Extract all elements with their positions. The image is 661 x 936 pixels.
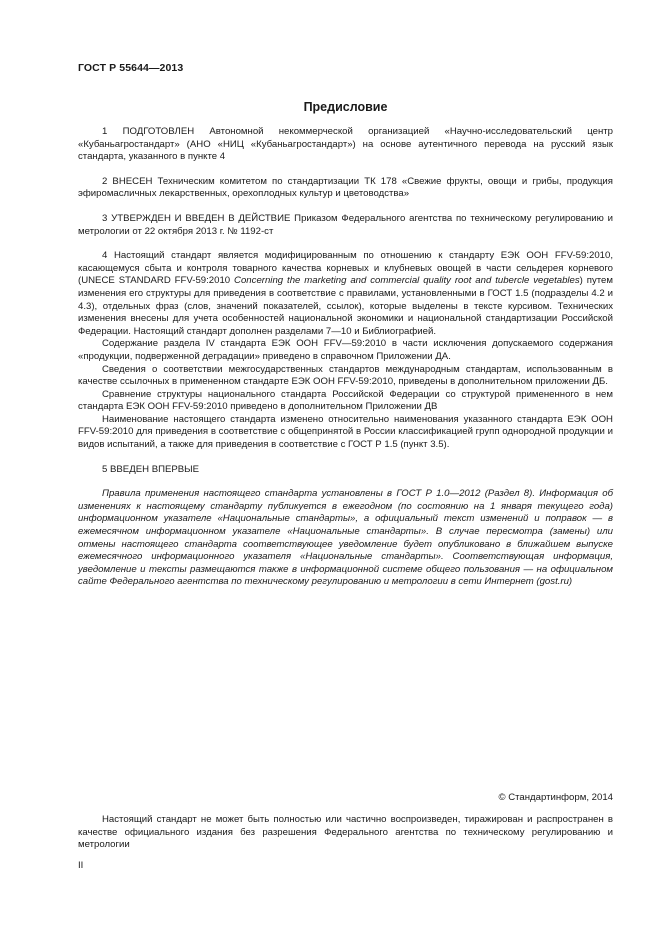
page-number: II [78, 860, 84, 871]
paragraph-2: 2 ВНЕСЕН Техническим комитетом по стандартизации ТК 178 «Свежие фрукты, овощи и грибы, продукция эфиромасличных лекарственных, орехоплодных культур и цветоводства» [78, 175, 613, 200]
page-title: Предисловие [303, 100, 388, 114]
paragraph-4-text-a: 4 Настоящий стандарт является модифицированным по отношению к стандарту ЕЭК ООН FFV-59:2010, касающемуся сбыта и контроля товарного качества корневых и клубневых овощей в части сельдерея корневого (UNECE STANDARD FFV-59:2010 [78, 250, 613, 287]
paragraph-4 [78, 250, 613, 338]
paragraph-4-text-b: ) путем изменения его структуры для приведения в соответствие с правилами, установленными в ГОСТ 1.5 (подразделы 4.2 и 4.3), отдельных фраз (слов, значений показателей, ссылок), которые выделены в тексте курсивом. Технических изменения внесены для учета особенностей национальной экономики и национальной стандартизации Российской Федерации. Настоящий стандарт дополнен разделами 7—10 и Библиографией. [78, 275, 613, 337]
paragraph-4-5: Наименование настоящего стандарта изменено относительно наименования указанного стандарта ЕЭК ООН FFV-59:2010 для приведения в соответствие с общепринятой в России классификацией групп однородной продукции и видов испытаний, а также для приведения в соответствие с ГОСТ Р 1.5 (пункт 3.5). [78, 413, 613, 451]
preface-body [78, 126, 613, 589]
application-rules-note: Правила применения настоящего стандарта установлены в ГОСТ Р 1.0—2012 (Раздел 8). Информация об изменениях к настоящему стандарту публикуется в ежегодном (по состоянию на 1 января текущего года) информационном указателе «Национальные стандарты», а официальный текст изменений и поправок — в ежемесячном информационном указателе «Национальные стандарты». В случае пересмотра (замены) или отмены настоящего стандарта соответствующее уведомление будет опубликовано в ближайшем выпуске ежемесячного информационного указателя «Национальные стандарты». Соответствующая информация, уведомление и тексты размещаются также в информационной системе общего пользования — на официальном сайте Федерального агентства по техническому регулированию и метрологии в сети Интернет (gost.ru) [78, 488, 613, 588]
document-page [78, 0, 613, 936]
reproduction-notice: Настоящий стандарт не может быть полностью или частично воспроизведен, тиражирован и распространен в качестве официального издания без разрешения Федерального агентства по техническому регулированию и метрологии [78, 814, 613, 851]
document-code: ГОСТ Р 55644—2013 [78, 62, 184, 74]
copyright-line: © Стандартинформ, 2014 [498, 792, 613, 803]
paragraph-5: 5 ВВЕДЕН ВПЕРВЫЕ [102, 463, 200, 475]
paragraph-4-2: Содержание раздела IV стандарта ЕЭК ООН FFV—59:2010 в части исключения допускаемого содержания «продукции, подверженной деградации» приведено в справочном Приложении ДА. [78, 338, 613, 362]
paragraph-4-3: Сведения о соответствии межгосударственных стандартов международным стандартам, использованным в качестве ссылочных в примененном стандарте ЕЭК ООН FFV-59:2010, приведены в дополнительном приложении ДБ. [78, 363, 613, 388]
paragraph-4-italic: Concerning the marketing and commercial quality root and tubercle vegetables [234, 275, 580, 287]
paragraph-3: 3 УТВЕРЖДЕН И ВВЕДЕН В ДЕЙСТВИЕ Приказом Федерального агентства по техническому регулированию и метрологии от 22 октября 2013 г. № 1192-ст [78, 212, 613, 237]
paragraph-1: 1 ПОДГОТОВЛЕН Автономной некоммерческой организацией «Научно-исследовательский центр «Кубаньагростандарт» (АНО «НИЦ «Кубаньагростандарт») на основе аутентичного перевода на русский язык стандарта, указанного в пункте 4 [78, 126, 613, 163]
paragraph-4-4: Сравнение структуры национального стандарта Российской Федерации со структурой примененного в нем стандарта ЕЭК ООН FFV-59:2010 приведено в дополнительном Приложении ДВ [78, 388, 613, 413]
